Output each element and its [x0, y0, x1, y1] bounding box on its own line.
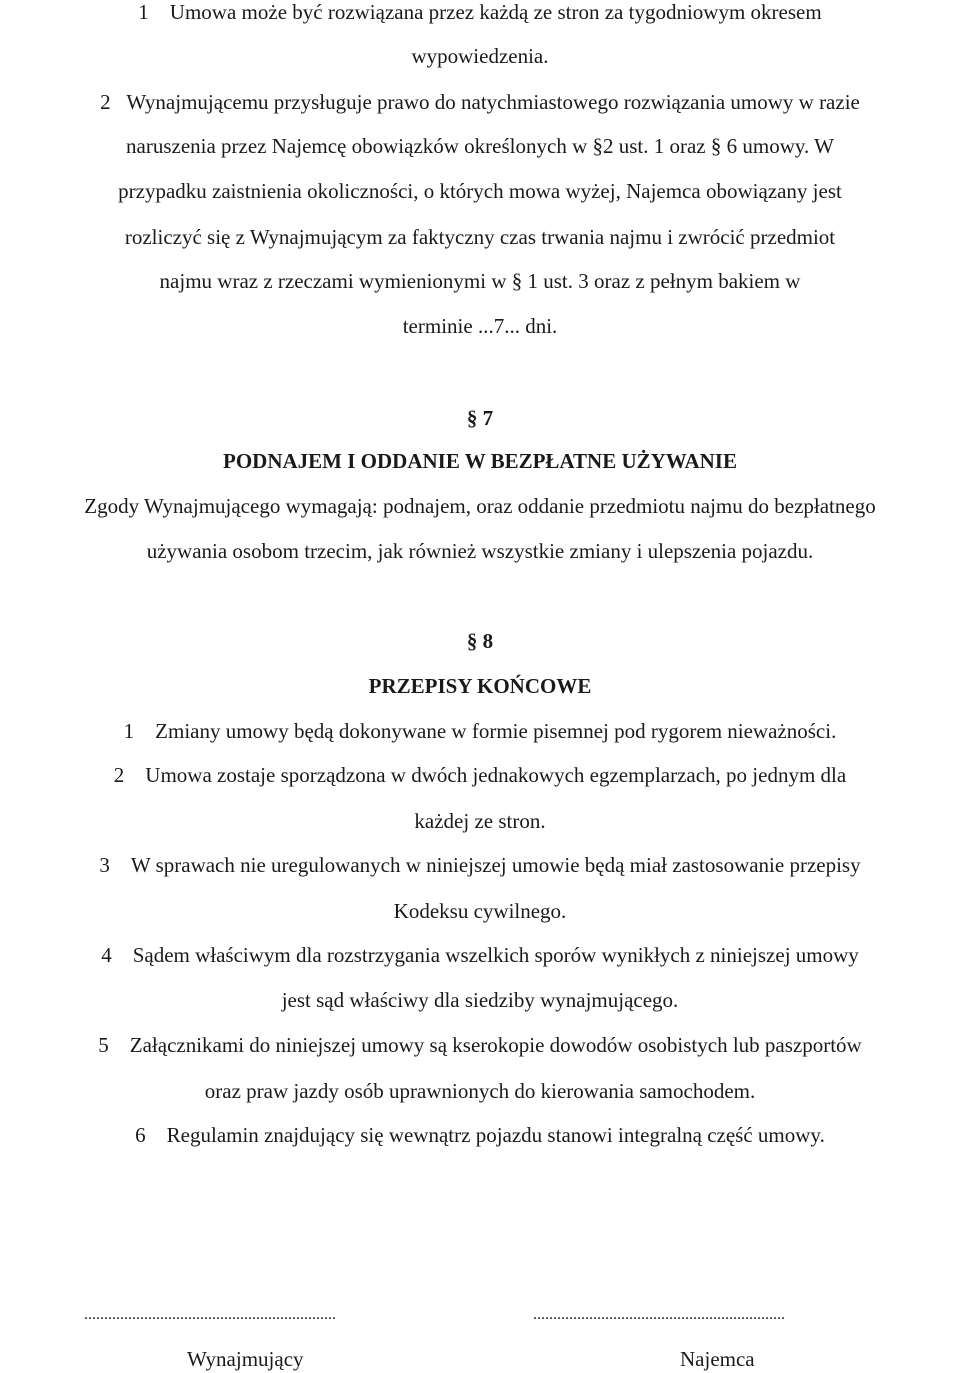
section-7-symbol: § 7: [466, 406, 494, 430]
item-number: 4: [101, 943, 112, 967]
landlord-signature-line: ...............................................................: [84, 1306, 336, 1323]
item-number: 2: [113, 763, 125, 787]
item-2-line-6: terminie ...7... dni.: [402, 314, 558, 338]
item-2-line-4: rozliczyć się z Wynajmującym za faktyczny czas trwania najmu i zwrócić przedmiot: [124, 225, 836, 249]
item-2-line-1: 2 Wynajmującemu przysługuje prawo do natychmiastowego rozwiązania umowy w razie: [100, 90, 860, 114]
item-number: 1: [138, 0, 149, 24]
item-2-line-3: przypadku zaistnienia okoliczności, o których mowa wyżej, Najemca obowiązany jest: [118, 179, 842, 203]
item-number: 3: [99, 853, 110, 877]
final-item-4-line-1: 4 Sądem właściwym dla rozstrzygania wszelkich sporów wynikłych z niniejszej umowy: [101, 943, 859, 967]
final-item-3-line-2: Kodeksu cywilnego.: [393, 899, 567, 923]
item-2-line-2: naruszenia przez Najemcę obowiązków określonych w §2 ust. 1 oraz § 6 umowy. W: [126, 134, 834, 158]
item-number: 1: [123, 719, 135, 743]
final-item-5-line-1: 5 Załącznikami do niniejszej umowy są kserokopie dowodów osobistych lub paszportów: [98, 1033, 862, 1057]
final-item-2-line-1: 2 Umowa zostaje sporządzona w dwóch jednakowych egzemplarzach, po jednym dla: [113, 763, 847, 787]
item-1-line-2: wypowiedzenia.: [411, 44, 549, 68]
final-item-6-line-1: 6 Regulamin znajdujący się wewnątrz pojazdu stanowi integralną część umowy.: [135, 1123, 825, 1147]
final-item-5-line-2: oraz praw jazdy osób uprawnionych do kierowania samochodem.: [204, 1079, 756, 1103]
item-1-line-1: 1 Umowa może być rozwiązana przez każdą ze stron za tygodniowym okresem: [138, 0, 822, 24]
tenant-signature-label: Najemca: [680, 1347, 755, 1371]
section-8-symbol: § 8: [466, 629, 494, 653]
item-number: 6: [135, 1123, 146, 1147]
section-7-title: PODNAJEM I ODDANIE W BEZPŁATNE UŻYWANIE: [223, 449, 737, 473]
item-number: 5: [98, 1033, 109, 1057]
tenant-signature-line: ...............................................................: [533, 1306, 785, 1323]
final-item-3-line-1: 3 W sprawach nie uregulowanych w niniejszej umowie będą miał zastosowanie przepisy: [99, 853, 861, 877]
landlord-signature-label: Wynajmujący: [187, 1347, 304, 1371]
final-item-4-line-2: jest sąd właściwy dla siedziby wynajmującego.: [281, 988, 679, 1012]
section-7-text-line-1: Zgody Wynajmującego wymagają: podnajem, oraz oddanie przedmiotu najmu do bezpłatnego: [84, 494, 876, 518]
section-8-title: PRZEPISY KOŃCOWE: [368, 674, 592, 698]
final-item-1-line-1: 1 Zmiany umowy będą dokonywane w formie pisemnej pod rygorem nieważności.: [123, 719, 837, 743]
final-item-2-line-2: każdej ze stron.: [414, 809, 546, 833]
item-number: 2: [100, 90, 111, 114]
item-2-line-5: najmu wraz z rzeczami wymienionymi w § 1 ust. 3 oraz z pełnym bakiem w: [159, 269, 801, 293]
section-7-text-line-2: używania osobom trzecim, jak również wszystkie zmiany i ulepszenia pojazdu.: [146, 539, 814, 563]
